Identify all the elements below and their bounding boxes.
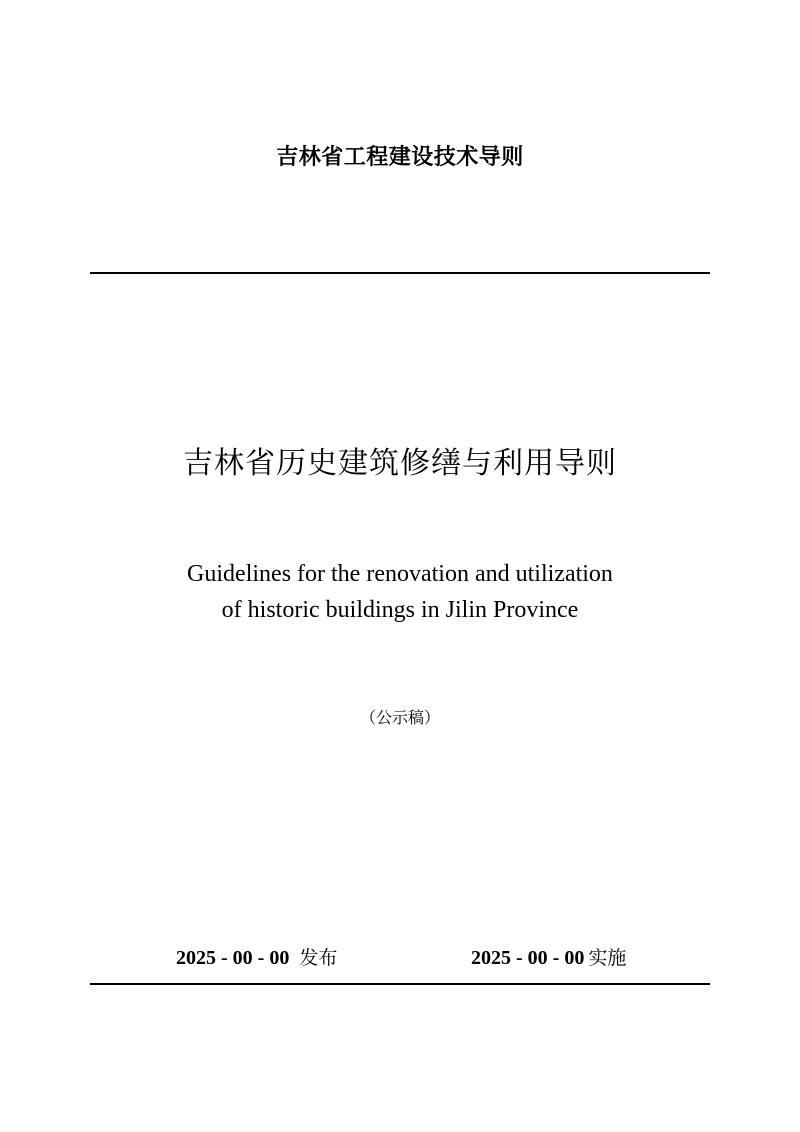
draft-label: （公示稿）: [359, 708, 440, 727]
main-title: 吉林省历史建筑修缮与利用导则: [183, 446, 617, 481]
english-title: [0, 556, 800, 628]
implement-label: 实施: [588, 947, 627, 969]
publish-label: 发布: [299, 947, 338, 969]
english-title-line-2: of historic buildings in Jilin Province: [221, 597, 579, 623]
series-title: 吉林省工程建设技术导则: [276, 145, 524, 170]
top-divider: [90, 272, 710, 274]
implement-date: 2025 - 00 - 00: [471, 947, 585, 969]
bottom-divider: [90, 983, 710, 985]
publish-date: 2025 - 00 - 00: [176, 947, 290, 969]
implement-date-line: [471, 943, 626, 972]
publish-date-line: [176, 943, 337, 972]
english-title-line-1: Guidelines for the renovation and utilization: [187, 561, 613, 587]
